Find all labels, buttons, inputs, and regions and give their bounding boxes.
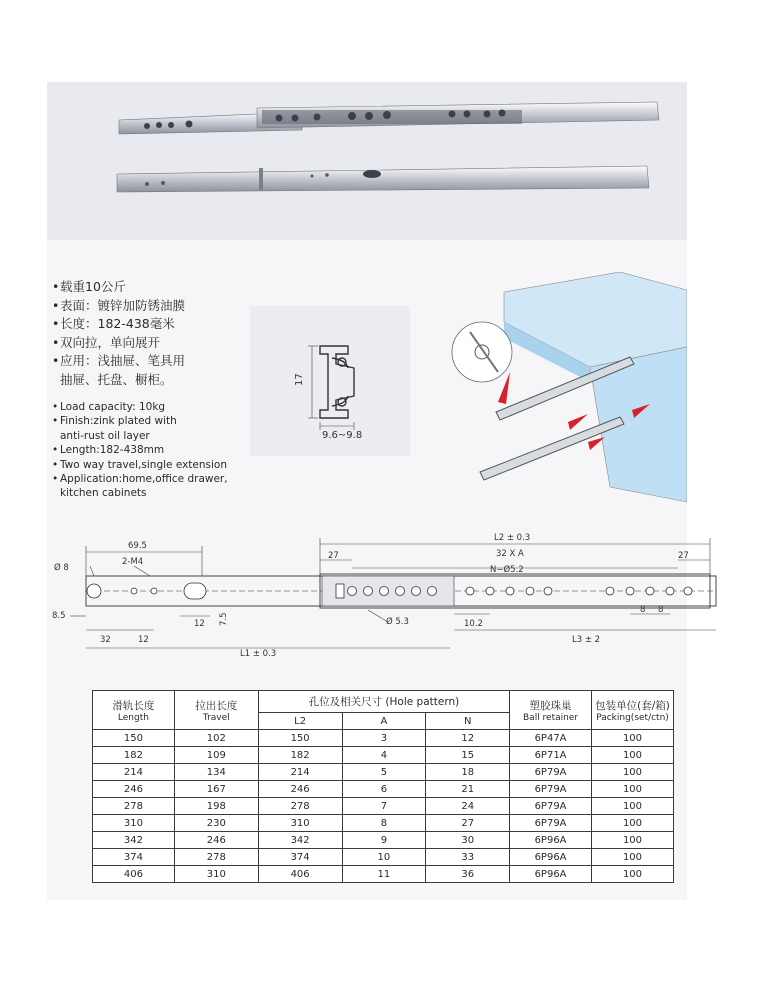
cell-ball-retainer: 6P96A (510, 832, 592, 849)
cell-a: 5 (342, 764, 426, 781)
cell-l2: 150 (258, 730, 342, 747)
col-hole-pattern-header: 孔位及相关尺寸 (Hole pattern) (258, 691, 509, 713)
cell-a: 4 (342, 747, 426, 764)
cell-packing: 100 (591, 832, 673, 849)
features-english (52, 400, 228, 501)
feature-item: •表面：镀锌加防锈油膜 (52, 297, 186, 313)
dim-7-5: 7.5 (219, 612, 229, 626)
cell-length: 342 (93, 832, 175, 849)
cell-l2: 246 (258, 781, 342, 798)
cell-travel: 198 (174, 798, 258, 815)
cell-packing: 100 (591, 815, 673, 832)
dim-pitch: 32 X A (496, 549, 524, 559)
cell-length: 310 (93, 815, 175, 832)
cell-travel: 230 (174, 815, 258, 832)
profile-width-label: 9.6~9.8 (322, 430, 363, 441)
dim-l3: L3 ± 2 (572, 635, 601, 645)
dim-12-left: 12 (138, 635, 149, 645)
cell-packing: 100 (591, 730, 673, 747)
cell-ball-retainer: 6P47A (510, 730, 592, 747)
cell-ball-retainer: 6P71A (510, 747, 592, 764)
cell-travel: 278 (174, 849, 258, 866)
cell-l2: 374 (258, 849, 342, 866)
table-header-row (93, 691, 674, 713)
cell-n: 30 (426, 832, 510, 849)
cell-l2: 342 (258, 832, 342, 849)
dim-69-5: 69.5 (128, 541, 147, 551)
cell-travel: 167 (174, 781, 258, 798)
table-row (93, 747, 674, 764)
table-body (93, 730, 674, 883)
cell-l2: 278 (258, 798, 342, 815)
cell-a: 9 (342, 832, 426, 849)
cell-packing: 100 (591, 781, 673, 798)
cell-length: 246 (93, 781, 175, 798)
dim-27-left: 27 (328, 551, 339, 561)
dim-diameter-5-3: Ø 5.3 (386, 617, 409, 627)
detail-magnifier (452, 322, 512, 382)
dim-10-2: 10.2 (464, 619, 483, 629)
col-travel-header: 拉出长度 Travel (174, 691, 258, 730)
cell-n: 27 (426, 815, 510, 832)
feature-item: • Two way travel,single extension (52, 458, 228, 471)
cell-n: 36 (426, 866, 510, 883)
dim-8-5: 8.5 (52, 611, 66, 621)
rails-illustration (47, 82, 687, 240)
cell-ball-retainer: 6P79A (510, 798, 592, 815)
cell-a: 10 (342, 849, 426, 866)
cell-travel: 310 (174, 866, 258, 883)
table-row (93, 815, 674, 832)
dim-diameter-8: Ø 8 (54, 563, 69, 573)
rail-extended (119, 102, 659, 134)
cell-a: 11 (342, 866, 426, 883)
dim-holes: N−Ø5.2 (490, 565, 524, 575)
cell-packing: 100 (591, 747, 673, 764)
feature-item: •应用：浅抽屉、笔具用 (52, 353, 186, 368)
feature-item-continued: 抽屉、托盘、橱柜。 (60, 371, 173, 387)
cell-ball-retainer: 6P79A (510, 781, 592, 798)
feature-item: • Length:182-438mm (52, 444, 165, 457)
dim-l1: L1 ± 0.3 (240, 649, 277, 659)
product-photo (47, 82, 687, 240)
feature-item: •长度：182-438毫米 (52, 316, 175, 331)
cell-n: 18 (426, 764, 510, 781)
cell-ball-retainer: 6P96A (510, 866, 592, 883)
table-row (93, 849, 674, 866)
cell-ball-retainer: 6P79A (510, 815, 592, 832)
spec-table (92, 690, 674, 883)
col-a-header: A (342, 713, 426, 730)
dim-8-b: 8 (658, 605, 664, 615)
col-packing-header: 包装单位(套/箱) Packing(set/ctn) (591, 691, 673, 730)
profile-height-label: 17 (294, 373, 305, 386)
cell-length: 214 (93, 764, 175, 781)
feature-item: • Load capacity: 10kg (52, 401, 166, 413)
cell-packing: 100 (591, 764, 673, 781)
cell-l2: 214 (258, 764, 342, 781)
cell-travel: 102 (174, 730, 258, 747)
cell-length: 278 (93, 798, 175, 815)
feature-item-continued: kitchen cabinets (60, 487, 147, 500)
table-row (93, 781, 674, 798)
cell-length: 182 (93, 747, 175, 764)
table-row (93, 730, 674, 747)
cell-l2: 406 (258, 866, 342, 883)
col-n-header: N (426, 713, 510, 730)
feature-item: •载重10公斤 (52, 279, 126, 294)
profile-cross-section (250, 306, 410, 456)
dim-l2: L2 ± 0.3 (494, 533, 531, 543)
cell-ball-retainer: 6P79A (510, 764, 592, 781)
dim-27-right: 27 (678, 551, 689, 561)
cell-packing: 100 (591, 866, 673, 883)
col-l2-header: L2 (258, 713, 342, 730)
feature-item: •双向拉，单向展开 (52, 334, 161, 350)
feature-item-continued: anti-rust oil layer (60, 429, 150, 442)
dim-12-slot: 12 (194, 619, 205, 629)
cell-n: 15 (426, 747, 510, 764)
cell-packing: 100 (591, 798, 673, 815)
cell-a: 6 (342, 781, 426, 798)
table-row (93, 764, 674, 781)
cell-n: 12 (426, 730, 510, 747)
installation-illustration (440, 272, 687, 512)
cell-a: 3 (342, 730, 426, 747)
cell-l2: 182 (258, 747, 342, 764)
features-chinese (52, 278, 185, 389)
dim-32: 32 (100, 635, 111, 645)
cell-length: 406 (93, 866, 175, 883)
cell-ball-retainer: 6P96A (510, 849, 592, 866)
rail-closed (117, 166, 649, 192)
table-row (93, 832, 674, 849)
col-ball-retainer-header: 塑胶珠巢 Ball retainer (510, 691, 592, 730)
cell-travel: 134 (174, 764, 258, 781)
cell-travel: 109 (174, 747, 258, 764)
cell-travel: 246 (174, 832, 258, 849)
dim-8-a: 8 (640, 605, 646, 615)
cell-n: 21 (426, 781, 510, 798)
red-arrow-icon (568, 414, 588, 430)
table-row (93, 866, 674, 883)
cell-a: 8 (342, 815, 426, 832)
dim-2-m4: 2-M4 (122, 557, 144, 567)
cell-a: 7 (342, 798, 426, 815)
cell-length: 150 (93, 730, 175, 747)
feature-item: • Finish:zink plated with (52, 415, 177, 428)
cell-packing: 100 (591, 849, 673, 866)
table-row (93, 798, 674, 815)
cell-n: 24 (426, 798, 510, 815)
technical-drawing (50, 530, 720, 660)
cell-n: 33 (426, 849, 510, 866)
feature-item: • Application:home,office drawer, (52, 473, 228, 486)
cell-length: 374 (93, 849, 175, 866)
red-arrow-icon (498, 372, 510, 404)
col-length-header: 滑轨长度 Length (93, 691, 175, 730)
cell-l2: 310 (258, 815, 342, 832)
